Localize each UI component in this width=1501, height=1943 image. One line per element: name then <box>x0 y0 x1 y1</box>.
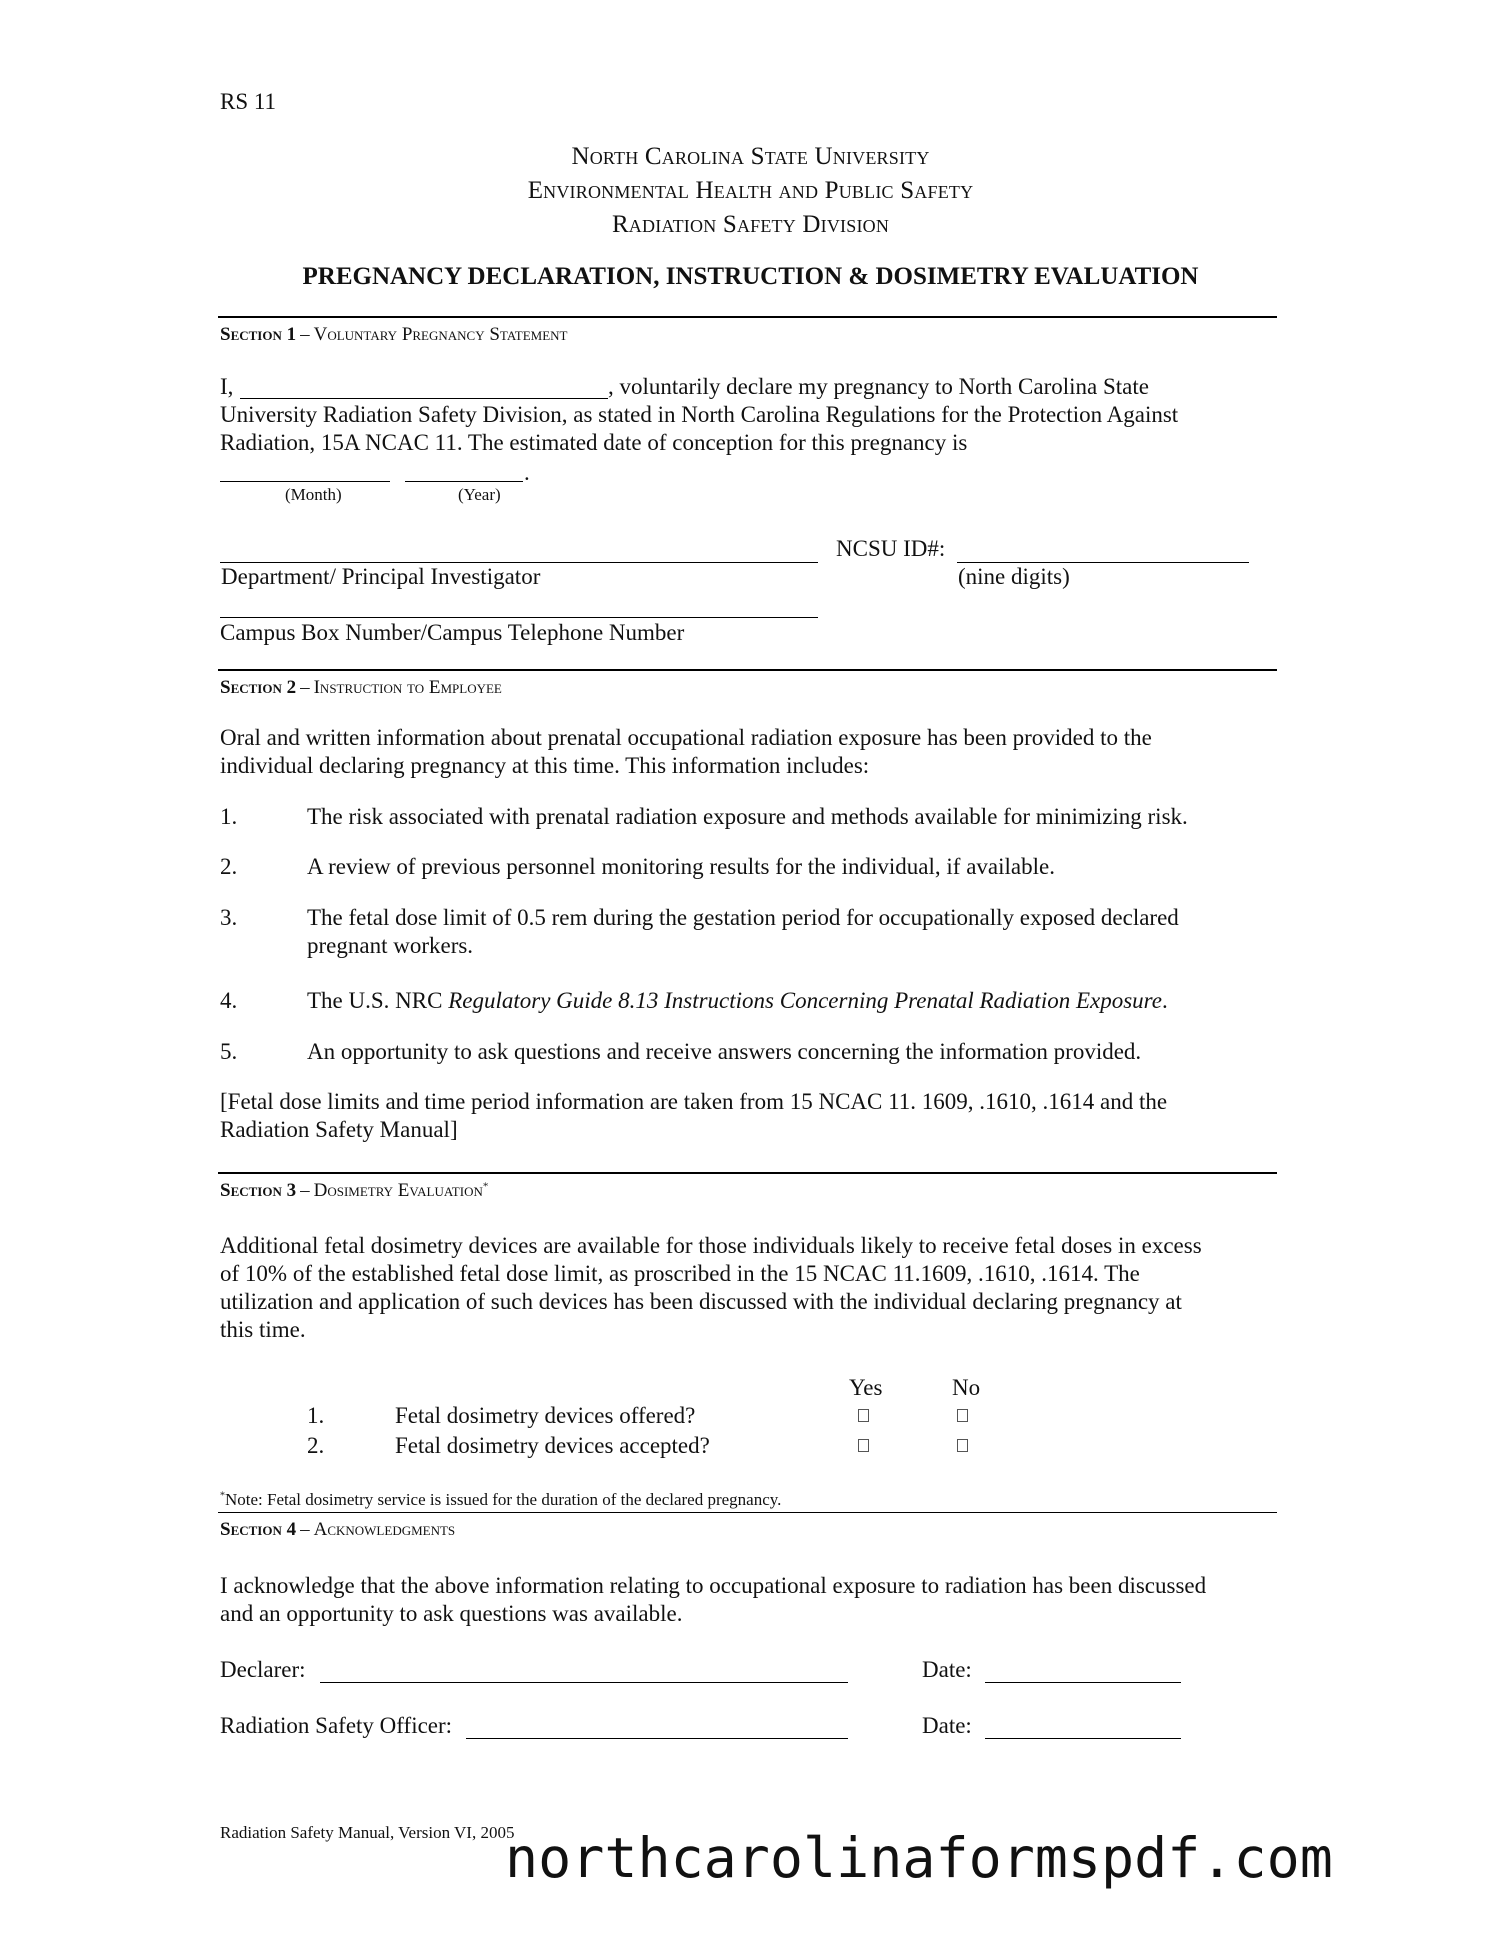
form-code: RS 11 <box>220 89 277 114</box>
section2-intro-line1: Oral and written information about prenatal occupational radiation exposure has been provided to the <box>220 725 1152 750</box>
section4-para-line1: I acknowledge that the above information relating to occupational exposure to radiation has been discussed <box>220 1573 1207 1598</box>
list-item: The U.S. NRC Regulatory Guide 8.13 Instructions Concerning Prenatal Radiation Exposure. <box>307 988 1168 1013</box>
section3-para-line4: this time. <box>220 1317 306 1342</box>
month-field[interactable] <box>220 481 390 482</box>
divider <box>218 316 1277 318</box>
declaration-line-3: Radiation, 15A NCAC 11. The estimated date of conception for this pregnancy is <box>220 430 968 455</box>
offered-no-checkbox[interactable] <box>957 1409 968 1422</box>
list-item-number: 3. <box>220 905 238 930</box>
manual-version: Radiation Safety Manual, Version VI, 2005 <box>220 1823 515 1842</box>
list-item-number: 4. <box>220 988 238 1013</box>
section2-intro-line2: individual declaring pregnancy at this time. This information includes: <box>220 753 870 778</box>
name-field[interactable] <box>240 398 608 399</box>
list-item: A review of previous personnel monitoring results for the individual, if available. <box>307 854 1055 879</box>
declaration-line-end: , voluntarily declare my pregnancy to North Carolina State <box>608 374 1149 399</box>
divider <box>218 1172 1277 1174</box>
header-department: Environmental Health and Public Safety <box>527 177 974 204</box>
question-accepted: Fetal dosimetry devices accepted? <box>395 1433 710 1458</box>
nine-digits-label: (nine digits) <box>958 564 1070 589</box>
no-column-header: No <box>952 1375 981 1400</box>
yes-column-header: Yes <box>849 1375 883 1400</box>
section1-heading: Section 1 – Voluntary Pregnancy Statement <box>220 324 568 345</box>
declarer-date-label: Date: <box>922 1657 972 1682</box>
campus-box-field[interactable] <box>220 617 818 618</box>
accepted-no-checkbox[interactable] <box>957 1439 968 1452</box>
declarer-label: Declarer: <box>220 1657 306 1682</box>
year-label: (Year) <box>458 485 501 504</box>
divider <box>218 1512 1277 1513</box>
section4-para-line2: and an opportunity to ask questions was available. <box>220 1601 683 1626</box>
section4-heading: Section 4 – Acknowledgments <box>220 1519 456 1540</box>
section3-para-line3: utilization and application of such devices has been discussed with the individual declaring pregnancy at <box>220 1289 1182 1314</box>
section2-footer-line2: Radiation Safety Manual] <box>220 1117 458 1142</box>
watermark: northcarolinaformspdf.com <box>505 1826 1333 1890</box>
rso-date-label: Date: <box>922 1713 972 1738</box>
declaration-line-2: University Radiation Safety Division, as stated in North Carolina Regulations for the Protection Against <box>220 402 1179 427</box>
rso-signature-field[interactable] <box>466 1738 848 1739</box>
rso-date-field[interactable] <box>985 1738 1181 1739</box>
year-field[interactable] <box>405 481 523 482</box>
question-offered: Fetal dosimetry devices offered? <box>395 1403 696 1428</box>
list-item: The fetal dose limit of 0.5 rem during the gestation period for occupationally exposed declared <box>307 905 1179 930</box>
form-title: PREGNANCY DECLARATION, INSTRUCTION & DOSIMETRY EVALUATION <box>302 263 1199 290</box>
section2-footer-line1: [Fetal dose limits and time period information are taken from 15 NCAC 11. 1609, .1610, .1614 and the <box>220 1089 1168 1114</box>
list-item-number: 5. <box>220 1039 238 1064</box>
dosimetry-note: *Note: Fetal dosimetry service is issued for the duration of the declared pregnancy. <box>220 1490 782 1509</box>
declarer-signature-field[interactable] <box>320 1682 848 1683</box>
list-item: The risk associated with prenatal radiation exposure and methods available for minimizing risk. <box>307 804 1188 829</box>
section2-heading: Section 2 – Instruction to Employee <box>220 677 502 698</box>
rso-label: Radiation Safety Officer: <box>220 1713 453 1738</box>
header-university: North Carolina State University <box>571 143 930 170</box>
list-item: An opportunity to ask questions and receive answers concerning the information provided. <box>307 1039 1142 1064</box>
list-item-number: 1. <box>220 804 238 829</box>
offered-yes-checkbox[interactable] <box>858 1409 869 1422</box>
section3-para-line2: of 10% of the established fetal dose limit, as proscribed in the 15 NCAC 11.1609, .1610, .1614. The <box>220 1261 1140 1286</box>
question-number: 1. <box>307 1403 325 1428</box>
date-period: . <box>524 460 530 485</box>
divider <box>218 669 1277 671</box>
month-label: (Month) <box>285 485 342 504</box>
list-item-continued: pregnant workers. <box>307 933 474 958</box>
question-number: 2. <box>307 1433 325 1458</box>
ncsu-id-label: NCSU ID#: <box>836 536 946 561</box>
list-item-number: 2. <box>220 854 238 879</box>
header-division: Radiation Safety Division <box>611 211 890 238</box>
campus-box-label: Campus Box Number/Campus Telephone Number <box>220 620 685 645</box>
accepted-yes-checkbox[interactable] <box>858 1439 869 1452</box>
declaration-line-start: I, <box>220 374 234 399</box>
declarer-date-field[interactable] <box>985 1682 1181 1683</box>
department-label: Department/ Principal Investigator <box>221 564 541 589</box>
section3-heading: Section 3 – Dosimetry Evaluation* <box>220 1180 489 1201</box>
section3-para-line1: Additional fetal dosimetry devices are available for those individuals likely to receive fetal doses in excess <box>220 1233 1202 1258</box>
